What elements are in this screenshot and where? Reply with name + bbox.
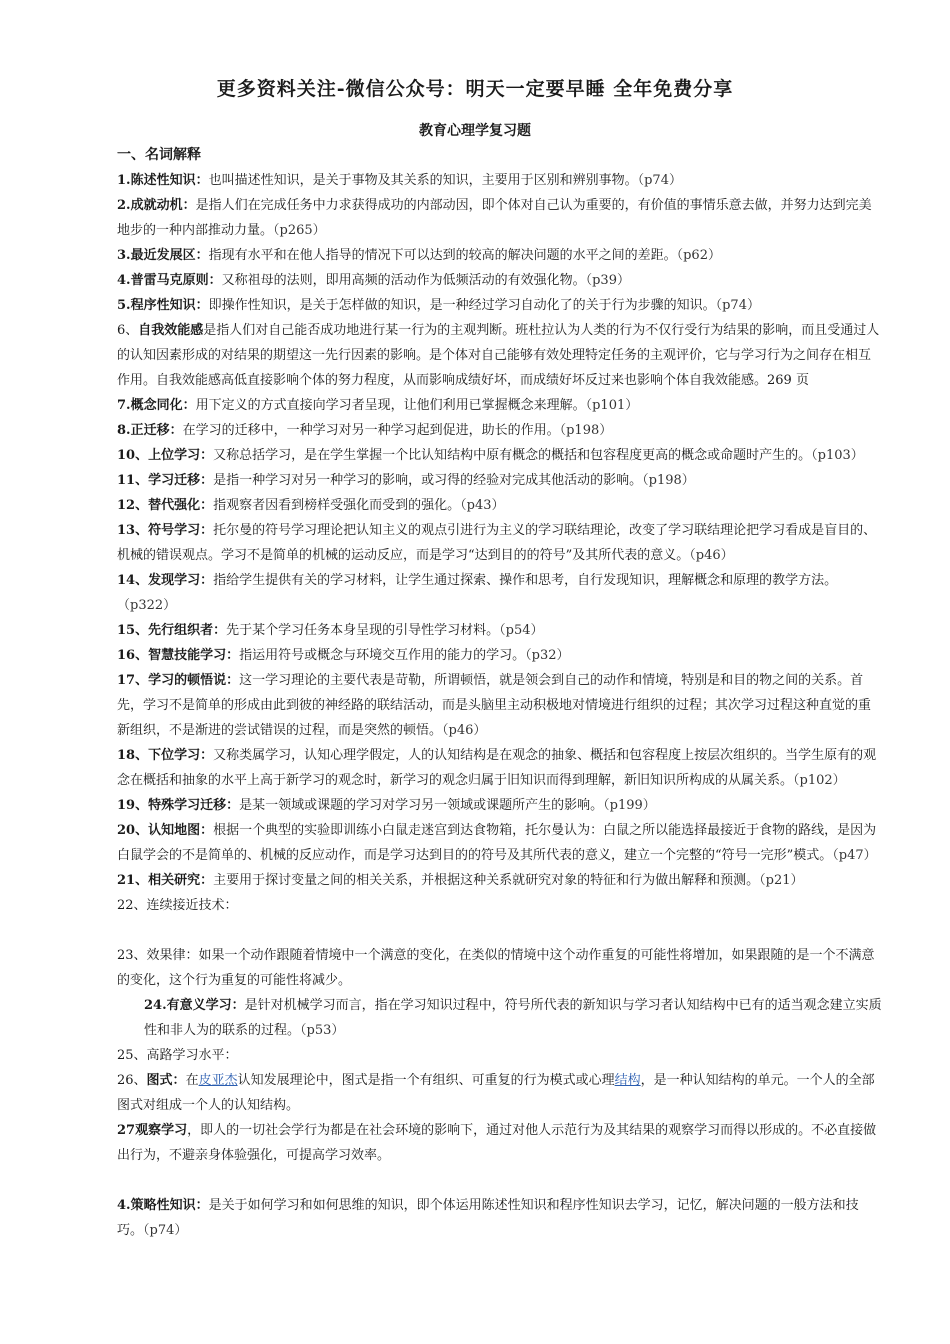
page-ref: （p322） (117, 598, 177, 613)
glossary-entry: 25、高路学习水平： (117, 1048, 238, 1063)
term-label: 普雷马克原则： (130, 273, 222, 288)
glossary-entry: 3.最近发展区：指现有水平和在他人指导的情况下可以达到的较高的解决问题的水平之间的差距。（p62） (117, 248, 721, 263)
promo-header: 更多资料关注-微信公众号：明天一定要早睡 全年免费分享 (216, 78, 734, 100)
page-ref: （p32） (525, 648, 570, 663)
page-ref: （p46） (442, 723, 487, 738)
glossary-entry: 15、先行组织者：先于某个学习任务本身呈现的引导性学习材料。（p54） (117, 623, 544, 638)
glossary-entry: 1.陈述性知识：也叫描述性知识，是关于事物及其关系的知识，主要用于区别和辨别事物。（p74） (117, 173, 682, 188)
term-label: 自我效能感 (138, 323, 204, 338)
page-ref: （p199） (603, 798, 656, 813)
glossary-entry: 7.概念同化：用下定义的方式直接向学习者呈现，让他们利用已掌握概念来理解。（p101） (117, 398, 639, 413)
blank-line (117, 1168, 882, 1193)
glossary-entry: 4.普雷马克原则：又称祖母的法则，即用高频的活动作为低频活动的有效强化物。（p39） (117, 273, 630, 288)
page-ref: （p62） (676, 248, 721, 263)
page-ref: （p21） (759, 873, 804, 888)
glossary-entry: 23、效果律：如果一个动作跟随着情境中一个满意的变化，在类似的情境中这个动作重复的可能性将增加，如果跟随的是一个不满意的变化，这个行为重复的可能性将减少。 (117, 948, 875, 988)
term-label: 智慧技能学习： (148, 648, 240, 663)
term-label: 正迁移： (130, 423, 183, 438)
glossary-entry: 2.成就动机：是指人们在完成任务中力求获得成功的内部动因，即个体对自己认为重要的，有价值的事情乐意去做，并努力达到完美地步的一种内部推动力量。（p265） (117, 198, 872, 238)
glossary-entry: 14、发现学习：指给学生提供有关的学习材料，让学生通过探索、操作和思考，自行发现知识，理解概念和原理的教学方法。（p322） (117, 573, 838, 613)
page-ref: （p53） (300, 1023, 345, 1038)
glossary-list (117, 168, 882, 1243)
page-title: 教育心理学复习题 (419, 123, 531, 139)
term-label: 学习的顿悟说： (148, 673, 240, 688)
term-label: 观察学习 (135, 1123, 188, 1138)
page-ref: （p46） (689, 548, 734, 563)
page-ref: （p265） (273, 223, 326, 238)
term-label: 符号学习： (148, 523, 214, 538)
term-label: 陈述性知识： (130, 173, 209, 188)
page-ref: （p198） (559, 423, 613, 438)
glossary-entry: 12、替代强化：指观察者因看到榜样受强化而受到的强化。（p43） (117, 498, 505, 513)
glossary-entry: 24.有意义学习：是针对机械学习而言，指在学习知识过程中，符号所代表的新知识与学习者认知结构中已有的适当观念建立实质性和非人为的联系的过程。（p53） (144, 998, 882, 1038)
page-ref: （p198） (642, 473, 695, 488)
term-label: 相关研究： (148, 873, 214, 888)
page-ref: （p74） (637, 173, 682, 188)
page-ref: （p103） (811, 448, 864, 463)
page-ref: （p43） (460, 498, 505, 513)
term-label: 先行组织者： (148, 623, 227, 638)
term-label: 学习迁移： (148, 473, 214, 488)
term-label: 下位学习： (148, 748, 214, 763)
term-label: 认知地图： (148, 823, 214, 838)
glossary-entry: 18、下位学习：又称类属学习，认知心理学假定，人的认知结构是在观念的抽象、概括和包容程度上按层次组织的。当学生原有的观念在概括和抽象的水平上高于新学习的观念时，新学习的观念归属于旧知识而得到理解，新旧知识所构成的从属关系。（p102） (117, 748, 877, 788)
glossary-entry: 11、学习迁移：是指一种学习对另一种学习的影响，或习得的经验对完成其他活动的影响。（p198） (117, 473, 695, 488)
term-label: 特殊学习迁移： (148, 798, 240, 813)
term-label: 策略性知识： (130, 1198, 209, 1213)
glossary-entry: 20、认知地图：根据一个典型的实验即训练小白鼠走迷宫到达食物箱，托尔曼认为：白鼠之所以能选择最接近于食物的路线，是因为白鼠学会的不是简单的、机械的反应动作，而是学习达到目的的符号及其所代表的意义，建立一个完整的“符号一完形”模式。（p47） (117, 823, 877, 863)
term-label: 程序性知识： (130, 298, 209, 313)
term-label: 有意义学习： (166, 998, 245, 1013)
glossary-entry: 19、特殊学习迁移：是某一领域或课题的学习对学习另一领域或课题所产生的影响。（p199） (117, 798, 656, 813)
glossary-entry: 27观察学习，即人的一切社会学行为都是在社会环境的影响下，通过对他人示范行为及其结果的观察学习而得以形成的。不必直接做出行为，不避亲身体验强化，可提高学习效率。 (117, 1123, 877, 1163)
glossary-entry: 8.正迁移：在学习的迁移中，一种学习对另一种学习起到促进，助长的作用。（p198） (117, 423, 613, 438)
structure-link[interactable]: 结构 (614, 1073, 641, 1088)
term-label: 发现学习： (148, 573, 214, 588)
glossary-entry: 10、上位学习：又称总括学习，是在学生掌握一个比认知结构中原有概念的概括和包容程度更高的概念或命题时产生的。（p103） (117, 448, 864, 463)
glossary-entry: 17、学习的顿悟说：这一学习理论的主要代表是苛勒，所谓顿悟，就是领会到自己的动作和情境，特别是和目的物之间的关系。首先，学习不是简单的形成由此到彼的神经路的联结活动，而是头脑里主动积极地对情境进行组织的过程；其次学习过程这种直觉的重新组织，不是渐进的尝试错误的过程，而是突然的顿悟。（p46） (117, 673, 872, 738)
page-ref: （p101） (585, 398, 639, 413)
term-label: 概念同化： (130, 398, 196, 413)
term-label: 最近发展区： (130, 248, 209, 263)
page-ref: （p54） (499, 623, 544, 638)
term-label: 上位学习： (148, 448, 214, 463)
page-ref: （p102） (793, 773, 846, 788)
glossary-entry: 21、相关研究：主要用于探讨变量之间的相关关系，并根据这种关系就研究对象的特征和行为做出解释和预测。（p21） (117, 873, 804, 888)
glossary-entry: 26、图式：在皮亚杰认知发展理论中，图式是指一个有组织、可重复的行为模式或心理结构，是一种认知结构的单元。一个人的全部图式对组成一个人的认知结构。 (117, 1073, 875, 1113)
glossary-entry: 13、符号学习：托尔曼的符号学习理论把认知主义的观点引进行为主义的学习联结理论，改变了学习联结理论把学习看成是盲目的、机械的错误观点。学习不是简单的机械的运动反应，而是学习“达到目的的符号”及其所代表的意义。（p46） (117, 523, 877, 563)
glossary-entry: 6、自我效能感是指人们对自己能否成功地进行某一行为的主观判断。班杜拉认为人类的行为不仅行受行为结果的影响，而且受通过人的认知因素形成的对结果的期望这一先行因素的影响。是个体对自己能够有效处理特定任务的主观评价，它与学习行为之间存在相互作用。自我效能感高低直接影响个体的努力程度，从而影响成绩好坏，而成绩好坏反过来也影响个体自我效能感。269 页 (117, 323, 880, 388)
page-ref: （p74） (143, 1223, 188, 1238)
page-ref: （p47） (832, 848, 877, 863)
glossary-entry: 16、智慧技能学习：指运用符号或概念与环境交互作用的能力的学习。（p32） (117, 648, 570, 663)
term-label: 成就动机： (130, 198, 196, 213)
page-ref: （p74） (715, 298, 760, 313)
glossary-entry: 22、连续接近技术： (117, 898, 238, 913)
blank-line (117, 918, 882, 943)
glossary-entry: 4.策略性知识：是关于如何学习和如何思维的知识，即个体运用陈述性知识和程序性知识去学习，记忆，解决问题的一般方法和技巧。（p74） (117, 1198, 859, 1238)
term-label: 替代强化： (148, 498, 214, 513)
page-ref: （p39） (585, 273, 630, 288)
glossary-entry: 5.程序性知识：即操作性知识，是关于怎样做的知识，是一种经过学习自动化了的关于行为步骤的知识。（p74） (117, 298, 760, 313)
term-label: 图式： (146, 1073, 186, 1088)
piaget-link[interactable]: 皮亚杰 (198, 1073, 238, 1088)
section-heading: 一、名词解释 (117, 147, 201, 163)
